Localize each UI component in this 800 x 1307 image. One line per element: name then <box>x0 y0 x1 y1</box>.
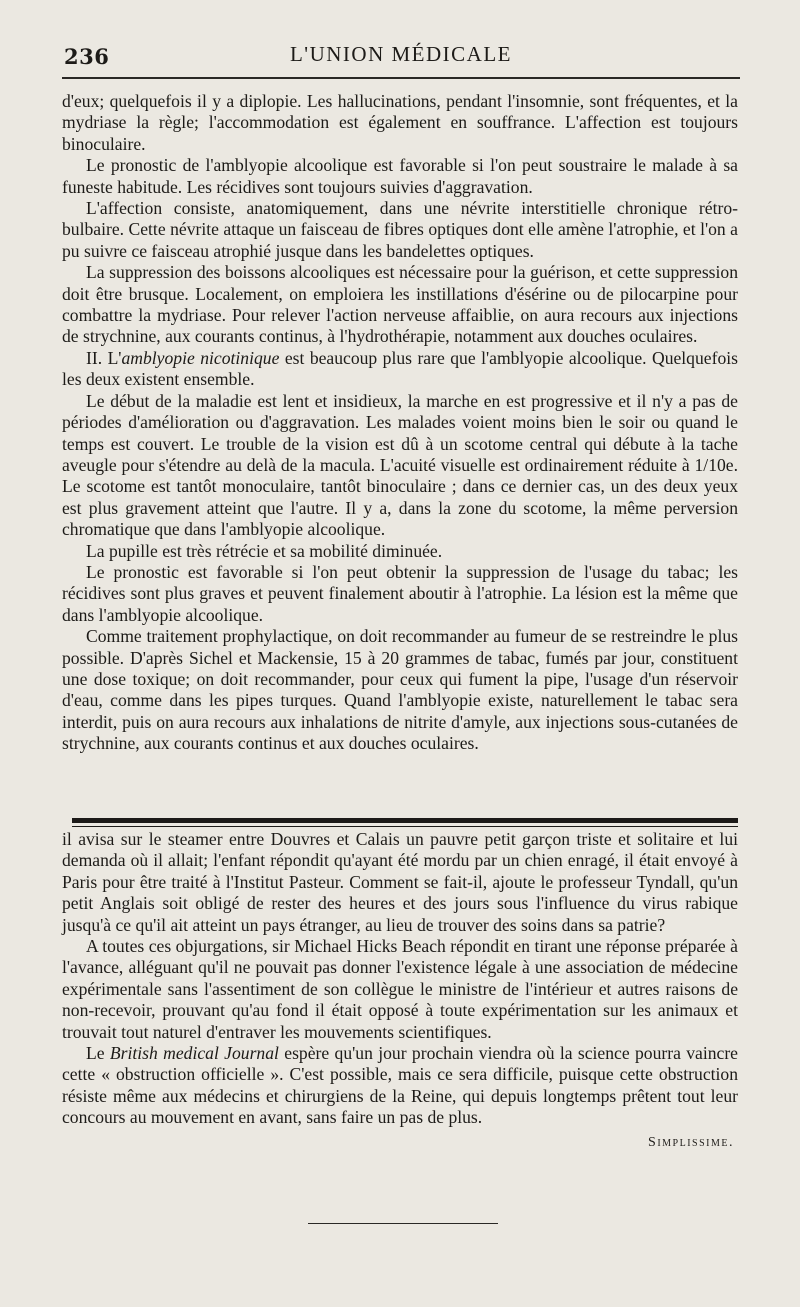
page-number: 236 <box>64 44 110 69</box>
paragraph-text: espère qu'un jour prochain viendra où la science pourra vaincre cette « obstruction officielle ». C'est possible, mais ce sera difficile, puisque cette obstruction résiste même aux médecins et chirurgiens de la Reine, qui depuis longtemps prêtent tout leur concours au mouvement en avant, sans faire un pas de plus. <box>62 1043 738 1128</box>
lower-article <box>62 829 738 1153</box>
signature: Simplissime. <box>648 1134 734 1150</box>
header-rule <box>62 77 740 79</box>
divider-thick-line <box>72 818 738 823</box>
paragraph: A toutes ces objurgations, sir Michael Hicks Beach répondit en tirant une réponse préparée à l'avance, alléguant qu'il ne pouvait pas donner l'existence légale à une association de médecine expérimentale sans l'assentiment de son collègue le ministre de l'intérieur et autres raisons de non-recevoir, prouvant qu'au fond il était opposé à toute expérimentation sur les animaux et trouvait tout naturel d'entraver les mouvements scientifiques. <box>62 936 738 1042</box>
paragraph: La suppression des boissons alcooliques est nécessaire pour la guérison, et cette suppression doit être brusque. Localement, on emploiera les instillations d'ésérine ou de pilocarpine pour combattre la mydriase. Pour relever l'action nerveuse affaiblie, on aura recours aux injections de strychnine, aux courants continus, à l'hydrothérapie, notamment aux douches oculaires. <box>62 262 738 347</box>
paragraph <box>62 1043 738 1129</box>
paragraph-text: est beaucoup plus rare que l'amblyopie alcoolique. Quelquefois les deux existent ensemble. <box>62 347 738 390</box>
journal-title: British medical Journal <box>109 1043 279 1064</box>
paragraph <box>62 348 738 391</box>
paragraph: il avisa sur le steamer entre Douvres et Calais un pauvre petit garçon triste et solitaire et lui demanda où il allait; l'enfant répondit qu'ayant été mordu par un chien enragé, il était envoyé à Paris pour être traité à l'Institut Pasteur. Comment se fait-il, ajoute le professeur Tyndall, qu'un petit Anglais soit obligé de rester des heures et des jours sous l'influence du virus rabique jusqu'à ce qu'il ait atteint un pays étranger, au lieu de trouver des soins dans sa patrie? <box>62 829 738 935</box>
paragraph: Comme traitement prophylactique, on doit recommander au fumeur de se restreindre le plus possible. D'après Sichel et Mackensie, 15 à 20 grammes de tabac, fumés par jour, constituent une dose toxique; on doit recommander, pour ceux qui fument la pipe, l'usage d'un réservoir d'eau, comme dans les pipes turques. Quand l'amblyopie existe, naturellement le tabac sera interdit, puis on aura recours aux inhalations de nitrite d'amyle, aux injections sous-cutanées de strychnine, aux courants continus et aux douches oculaires. <box>62 626 738 754</box>
paragraph: La pupille est très rétrécie et sa mobilité diminuée. <box>86 540 443 561</box>
paragraph-text: Le <box>86 1043 110 1064</box>
italic-term: amblyopie nicotinique <box>121 347 280 368</box>
end-rule <box>308 1223 498 1224</box>
upper-article <box>62 91 738 755</box>
running-title: L'UNION MÉDICALE <box>289 42 512 66</box>
paragraph: Le pronostic de l'amblyopie alcoolique est favorable si l'on peut soustraire le malade à sa funeste habitude. Les récidives sont toujours suivies d'aggravation. <box>62 155 738 197</box>
section-divider <box>72 818 738 827</box>
paragraph: Le pronostic est favorable si l'on peut obtenir la suppression de l'usage du tabac; les récidives sont plus graves et peuvent finalement aboutir à l'atrophie. La lésion est la même que dans l'amblyopie alcoolique. <box>62 561 738 625</box>
page-header <box>64 42 738 70</box>
divider-thin-line <box>72 826 738 827</box>
paragraph: Le début de la maladie est lent et insidieux, la marche en est progressive et il n'y a pas de périodes d'amélioration ou d'aggravation. Les malades voient moins bien le soir ou quand le temps est couvert. Le trouble de la vision est dû à un scotome central qui débute à la tache aveugle pour s'étendre au delà de la macula. L'acuité visuelle est ordinairement réduite à 1/10e. Le scotome est tantôt monoculaire, tantôt binoculaire ; dans ce dernier cas, un des deux yeux est plus gravement atteint que l'autre. Il y a, dans la zone du scotome, la même perversion chromatique que dans l'amblyopie alcoolique. <box>62 390 738 540</box>
paragraph: L'affection consiste, anatomiquement, dans une névrite interstitielle chronique rétro-bulbaire. Cette névrite attaque un faisceau de fibres optiques dont elle amène l'atrophie, et l'on a pu suivre ce faisceau atrophié jusque dans les bandelettes optiques. <box>62 198 738 261</box>
paragraph: d'eux; quelquefois il y a diplopie. Les hallucinations, pendant l'insomnie, sont fréquentes, et la mydriase la règle; l'accommodation est également en souffrance. L'affection est toujours binoculaire. <box>62 91 738 154</box>
section-number: II. L' <box>86 347 122 368</box>
